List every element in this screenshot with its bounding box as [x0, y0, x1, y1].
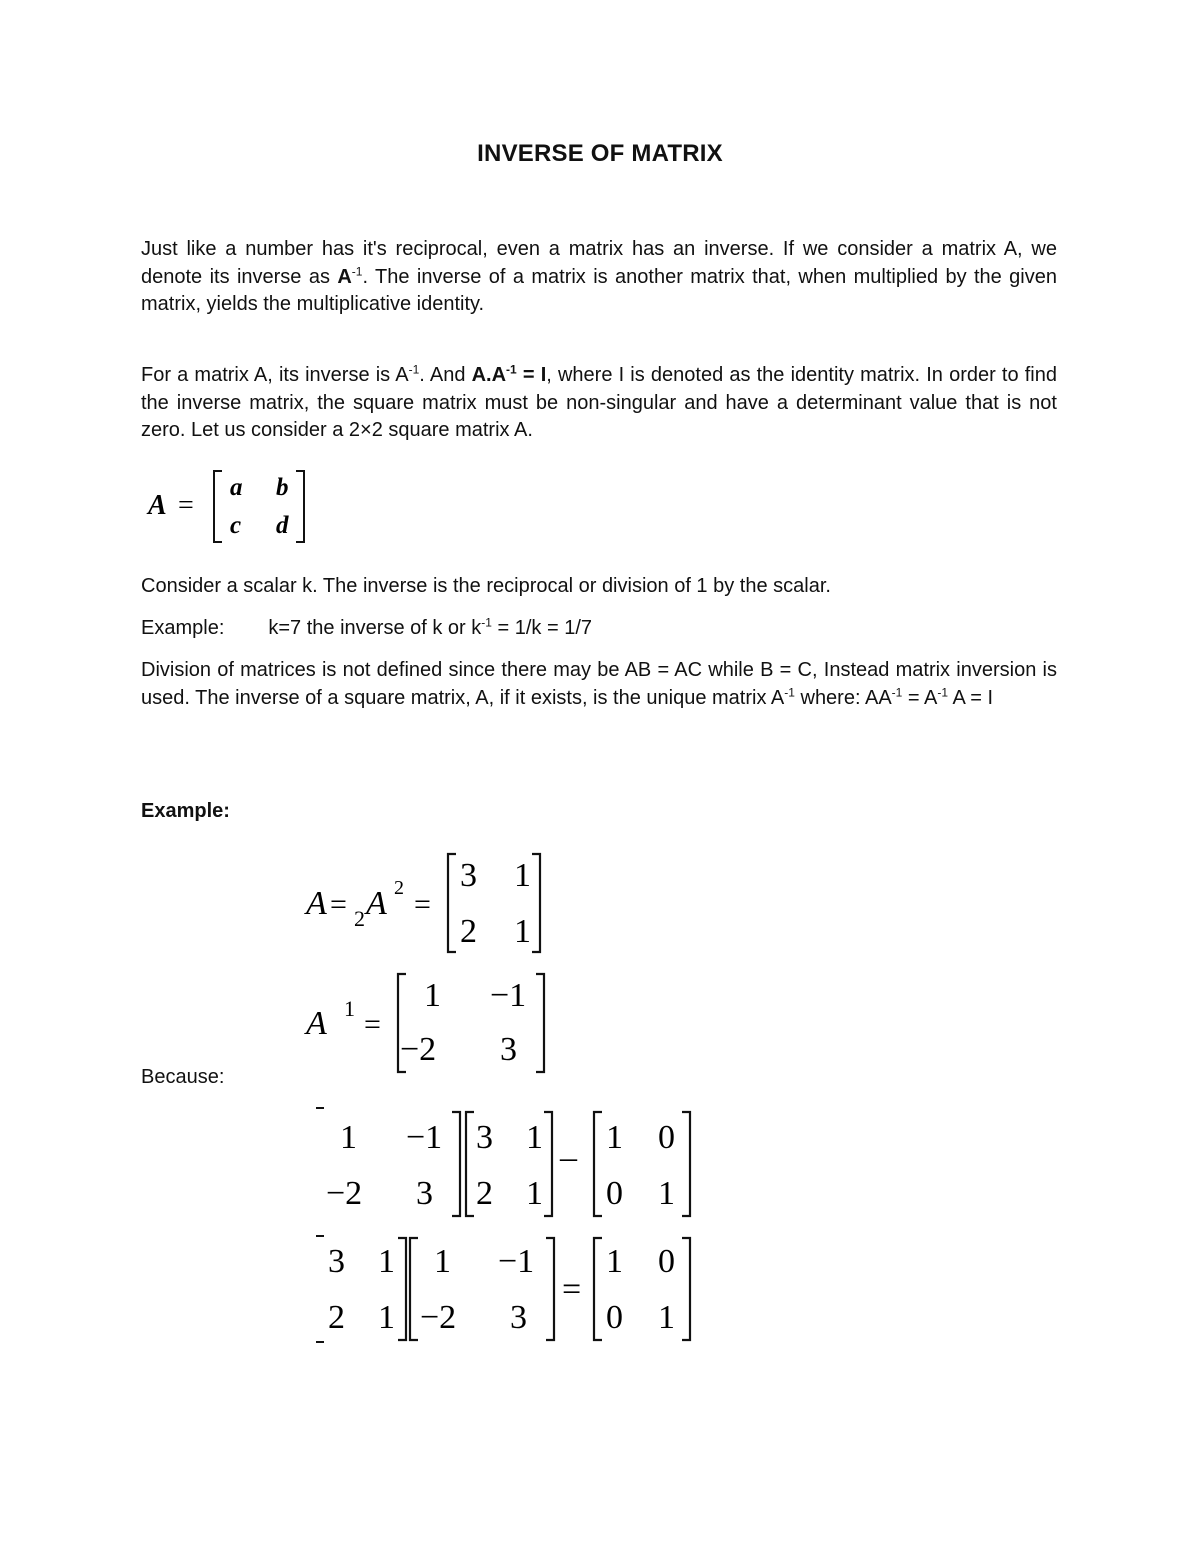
right-bracket: [398, 1238, 406, 1340]
left-bracket: [466, 1112, 474, 1216]
matrix-a-equation: [144, 466, 324, 548]
left-bracket: [594, 1238, 602, 1340]
operator: =: [562, 1271, 582, 1308]
matrix-cell: 2: [460, 913, 477, 950]
matrix-cell: 3: [460, 857, 477, 894]
math-symbol: 2: [394, 877, 404, 899]
matrix-cell: 0: [606, 1175, 623, 1212]
left-bracket: [594, 1112, 602, 1216]
matrix-cell: 1: [424, 977, 441, 1014]
matrix-cell: −1: [406, 1119, 443, 1156]
matrix-cell: −1: [498, 1243, 535, 1280]
matrix-cell: 2: [476, 1175, 493, 1212]
definition-paragraph: For a matrix A, its inverse is $A^{-1}$. And $A.A^{-1} = I$, where I is denoted as the identity matrix. In order to find the inverse matrix, the square matrix must be non-singular and have a determinant value that is not zero. Let us consider a 2×2 square matrix A.: [141, 362, 1057, 441]
math-symbol: 1: [344, 996, 355, 1021]
right-bracket: [546, 1238, 554, 1340]
matrix-cell: 0: [658, 1119, 675, 1156]
matrix-cell: 1: [526, 1175, 543, 1212]
matrix-cell: 1: [606, 1119, 623, 1156]
matrix-cell: 1: [434, 1243, 451, 1280]
right-bracket: [452, 1112, 460, 1216]
math-symbol: =: [414, 888, 431, 921]
matrix-cell: 0: [658, 1243, 675, 1280]
math-symbol: A: [306, 885, 327, 922]
right-bracket: [682, 1112, 690, 1216]
example-heading: Example:: [141, 800, 230, 822]
left-bracket: [214, 471, 222, 542]
example-equation-2: [300, 968, 560, 1076]
example-equation-1: [300, 850, 560, 956]
matrix-cell: a: [230, 474, 243, 501]
math-symbol: A: [366, 885, 387, 922]
matrix-cell: c: [230, 512, 242, 539]
scalar-example: Example: k=7 the inverse of k or $k^{-1} = 1/k = 1/7$: [141, 615, 593, 639]
page-title: INVERSE OF MATRIX: [477, 140, 723, 167]
matrix-cell: −1: [490, 977, 527, 1014]
because-label: Because:: [141, 1066, 225, 1088]
intro-paragraph: Just like a number has it's reciprocal, even a matrix has an inverse. If we consider a matrix A, we denote its inverse as $A^{-1}$. The inverse of a matrix is another matrix that, when multiplied by the given matrix, yields the multiplicative identity.: [141, 238, 1057, 315]
matrix-cell: −2: [400, 1031, 437, 1068]
matrix-cell: 1: [378, 1243, 395, 1280]
matrix-cell: 3: [500, 1031, 517, 1068]
matrix-cell: 1: [658, 1299, 675, 1336]
matrix-cell: 3: [476, 1119, 493, 1156]
matrix-cell: 1: [514, 913, 531, 950]
matrix-cell: 1: [514, 857, 531, 894]
left-bracket: [448, 854, 456, 952]
matrix-cell: 0: [606, 1299, 623, 1336]
operator: –: [560, 1139, 577, 1176]
math-symbol: A: [306, 1005, 327, 1042]
math-symbol: =: [364, 1008, 381, 1041]
right-bracket: [296, 471, 304, 542]
matrix-cell: 3: [416, 1175, 433, 1212]
matrix-cell: 1: [378, 1299, 395, 1336]
matrix-cell: 1: [606, 1243, 623, 1280]
left-bracket: [410, 1238, 418, 1340]
matrix-cell: 1: [526, 1119, 543, 1156]
matrix-a-eq: =: [178, 490, 194, 521]
matrix-cell: d: [276, 512, 289, 539]
scalar-paragraph: Consider a scalar k. The inverse is the reciprocal or division of 1 by the scalar.: [141, 575, 831, 597]
right-bracket: [536, 974, 544, 1072]
inversion-paragraph: Division of matrices is not defined since there may be AB = AC while B = C, Instead matrix inversion is used. The inverse of a square matrix, A, if it exists, is the unique matrix $A^{-1}$ where: $AA^{-1} = A^{-1}$ A = I: [141, 659, 1057, 709]
matrix-cell: 1: [658, 1175, 675, 1212]
matrix-cell: −2: [326, 1175, 363, 1212]
matrix-cell: −2: [420, 1299, 457, 1336]
matrix-a-lhs: A: [148, 490, 167, 521]
matrix-cell: 3: [510, 1299, 527, 1336]
right-bracket: [544, 1112, 552, 1216]
math-symbol: =: [330, 888, 347, 921]
right-bracket: [532, 854, 540, 952]
right-bracket: [682, 1238, 690, 1340]
matrix-cell: 2: [328, 1299, 345, 1336]
matrix-cell: b: [276, 474, 289, 501]
math-symbol: 2: [354, 906, 365, 931]
verification-equation-1: [310, 1104, 710, 1220]
matrix-cell: 1: [340, 1119, 357, 1156]
verification-equation-2: [310, 1230, 710, 1348]
matrix-cell: 3: [328, 1243, 345, 1280]
